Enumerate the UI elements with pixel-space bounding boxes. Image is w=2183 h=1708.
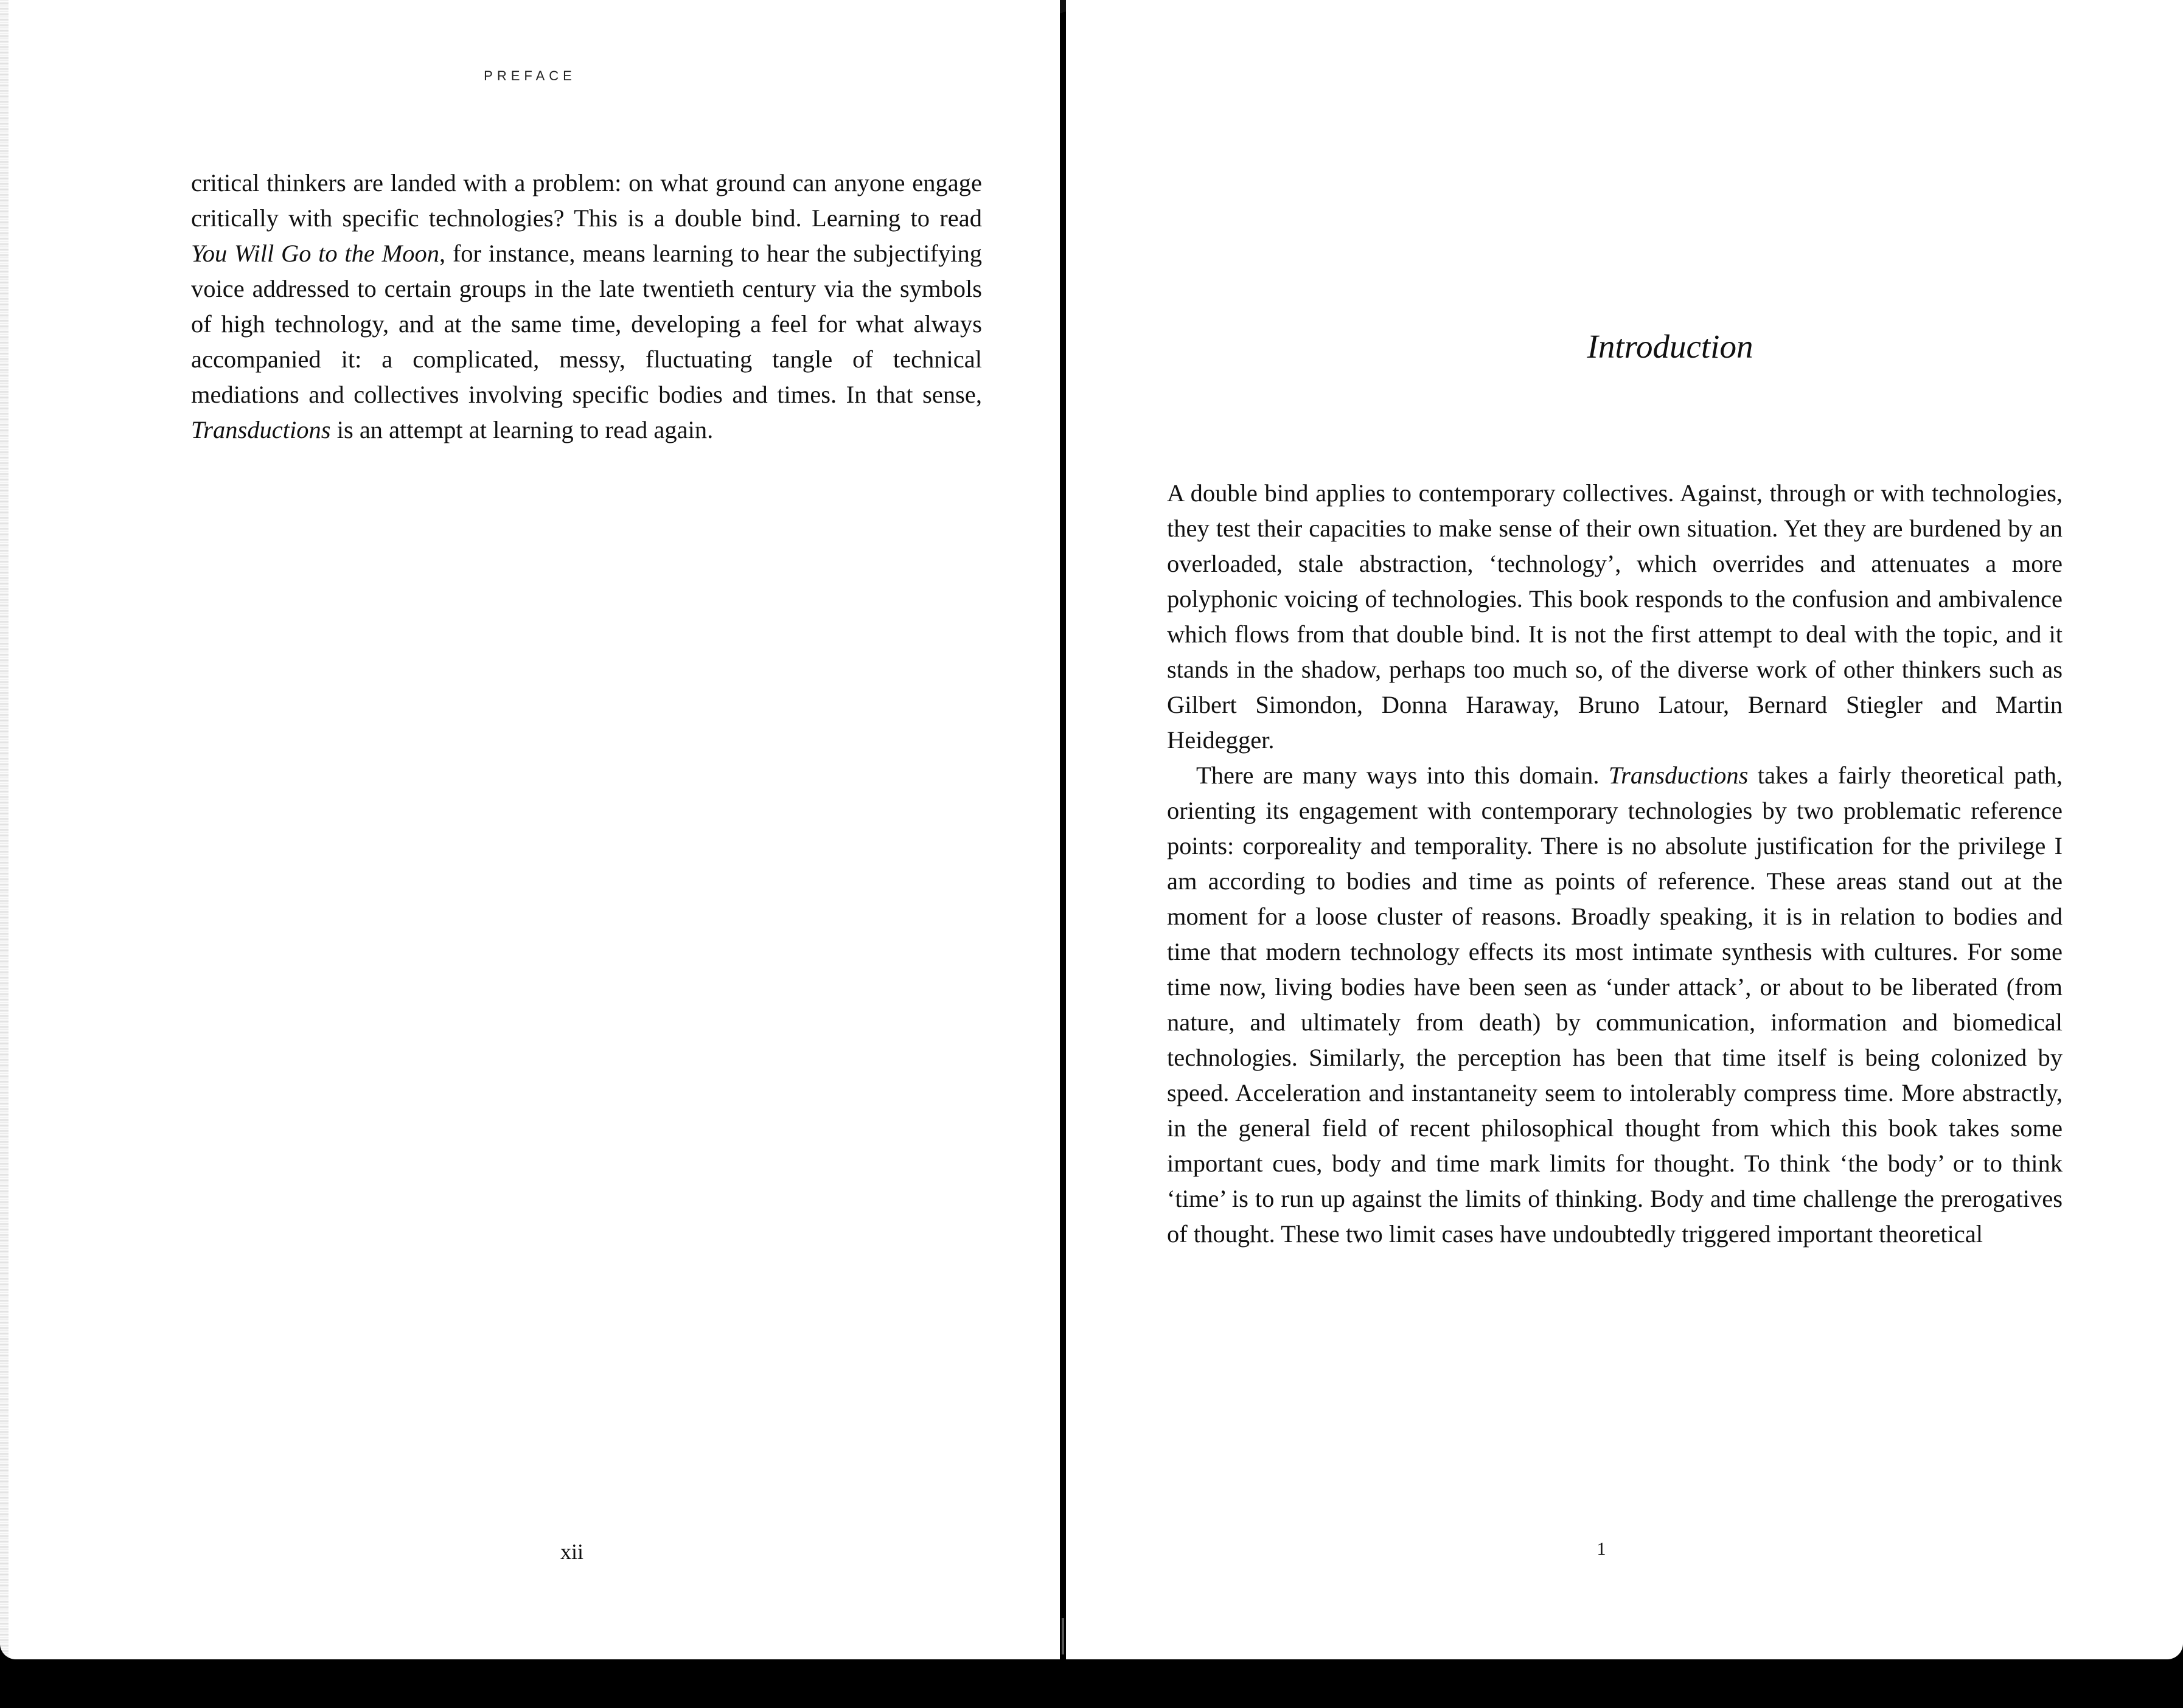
left-page xyxy=(0,0,1060,1659)
preface-paragraph xyxy=(191,165,982,448)
italic-book-title-moon: You Will Go to the Moon xyxy=(191,240,439,267)
introduction-paragraph-2 xyxy=(1167,758,2063,1252)
introduction-paragraph-1: A double bind applies to contemporary collectives. Against, through or with technologies, they test their capacities to make sense of their own situation. Yet they are burdened by an overloaded, stale abstraction, ‘technology’, which overrides and attenuates a more polyphonic voicing of technologies. This book responds to the confusion and ambivalence which flows from that double bind. It is not the first attempt to deal with the topic, and it stands in the shadow, perhaps too much so, of the diverse work of other thinkers such as Gilbert Simondon, Donna Haraway, Bruno Latour, Bernard Stiegler and Martin Heidegger. xyxy=(1167,479,2063,754)
right-page xyxy=(1066,0,2183,1659)
italic-book-title: Transductions xyxy=(1608,762,1749,789)
preface-text-part3: is an attempt at learning to read again. xyxy=(330,416,714,443)
page-number-right: 1 xyxy=(1596,1539,1606,1559)
preface-text xyxy=(191,165,982,448)
page-edge-shading xyxy=(0,0,9,1659)
book-gutter xyxy=(1062,1618,1064,1654)
italic-book-title-transductions: Transductions xyxy=(191,416,331,443)
running-head: PREFACE xyxy=(484,68,576,83)
preface-text-part1: critical thinkers are landed with a problem: on what ground can anyone engage critically with specific technologies? This is a double bind. Learning to read xyxy=(191,169,982,232)
chapter-title: Introduction xyxy=(1587,328,1753,365)
paragraph-2-part1: There are many ways into this domain. xyxy=(1196,762,1609,789)
introduction-text xyxy=(1167,476,2063,1252)
preface-text-part2: , for instance, means learning to hear the subjectifying voice addressed to certain groups in the late twentieth century via the symbols of high technology, and at the same time, developing a feel for what always accompanied it: a complicated, messy, fluctuating tangle of technical mediations and collectives involving specific bodies and times. In that sense, xyxy=(191,240,982,408)
page-number-left: xii xyxy=(560,1540,583,1564)
paragraph-2-part2: takes a fairly theoretical path, orienting its engagement with contemporary technologies by two problematic reference points: corporeality and temporality. There is no absolute justification for the privilege I am according to bodies and time as points of reference. These areas stand out at the moment for a loose cluster of reasons. Broadly speaking, it is in relation to bodies and time that modern technology effects its most intimate synthesis with cultures. For some time now, living bodies have been seen as ‘under attack’, or about to be liberated (from nature, and ultimately from death) by communication, information and biomedical technologies. Similarly, the perception has been that time itself is being colonized by speed. Acceleration and instantaneity seem to intolerably compress time. More abstractly, in the general field of recent philosophical thought from which this book takes some important cues, body and time mark limits for thought. To think ‘the body’ or to think ‘time’ is to run up against the limits of thinking. Body and time challenge the prerogatives of thought. These two limit cases have undoubtedly triggered important theoretical xyxy=(1167,762,2063,1248)
